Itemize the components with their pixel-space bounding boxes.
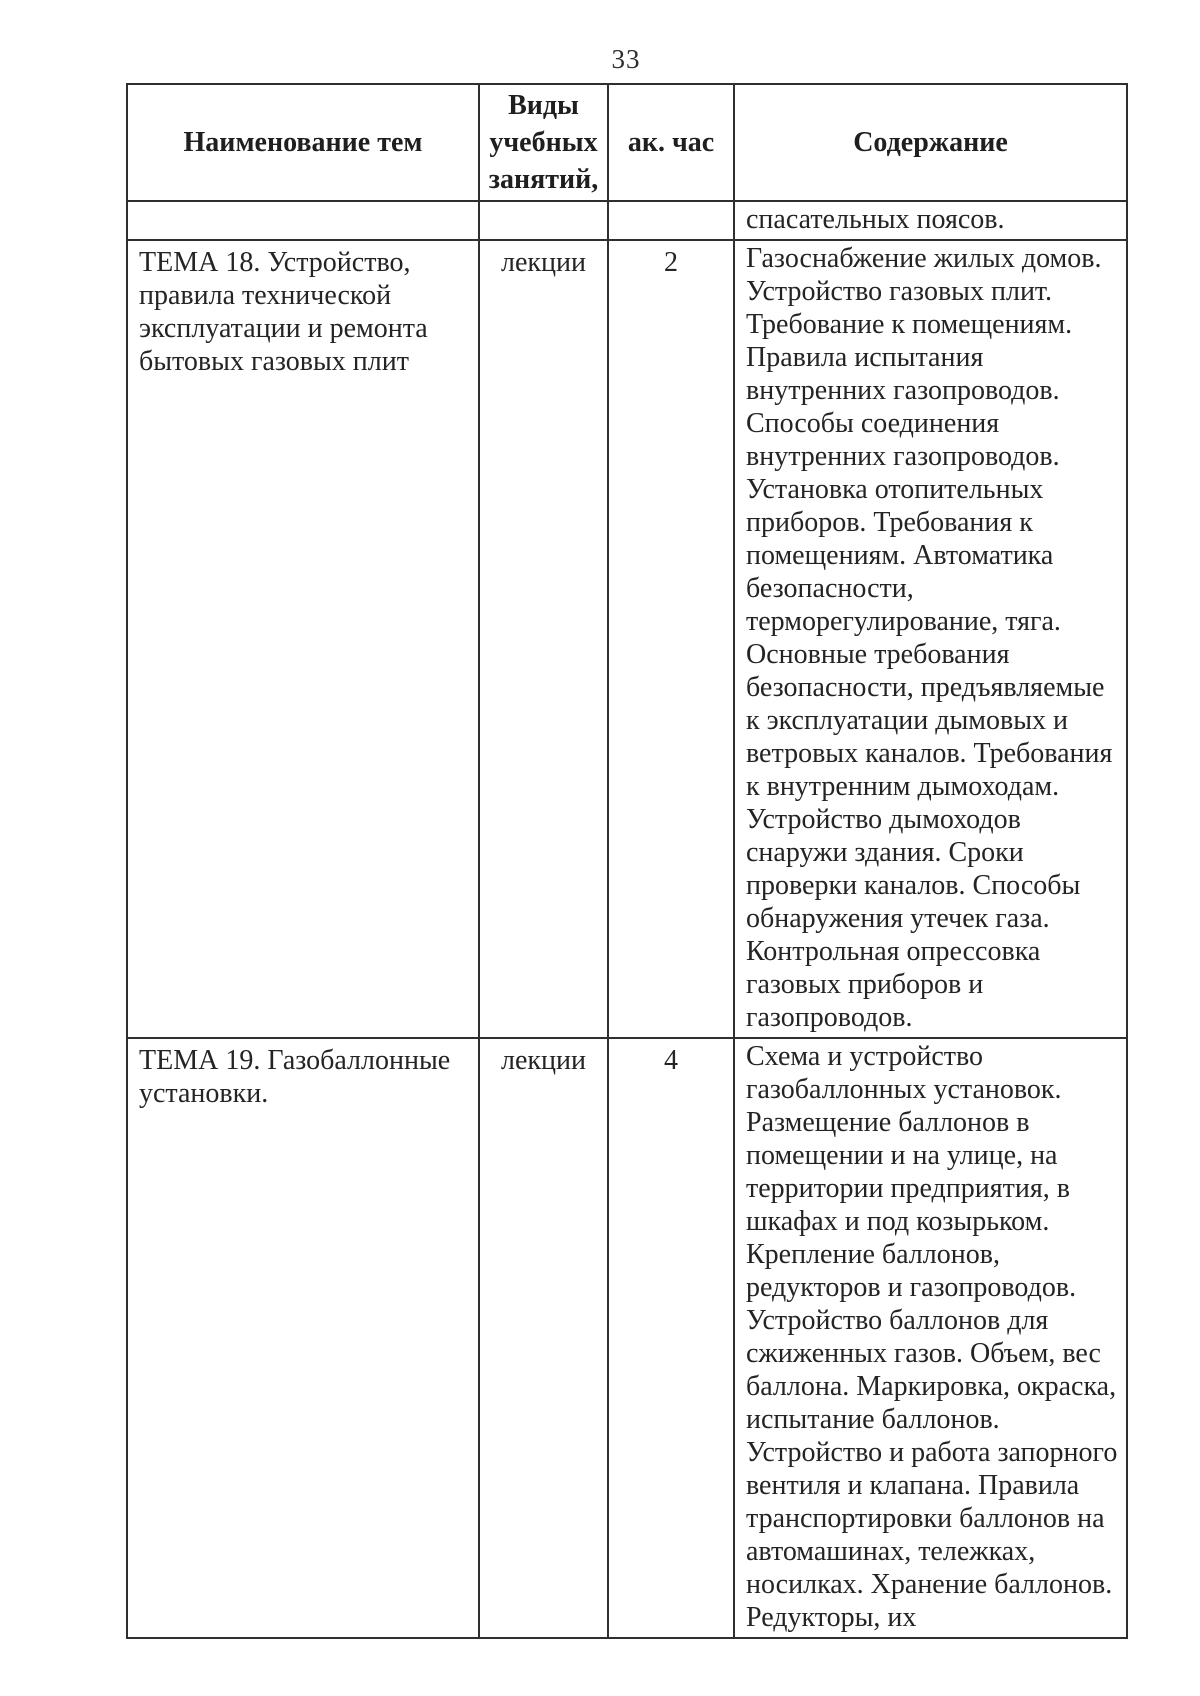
column-header-topic: Наименование тем — [127, 84, 479, 201]
hours-cell: 2 — [608, 240, 734, 1038]
table-row-tema-19 — [127, 1038, 1127, 1638]
table-row-continuation — [127, 201, 1127, 240]
content-cell: Газоснабжение жилых домов. Устройство газовых плит. Требование к помещениям. Правила испытания внутренних газопроводов. Способы соединения внутренних газопроводов. Установка отопительных приборов. Требования к помещениям. Автоматика безопасности, терморегулирование, тяга. Основные требования безопасности, предъявляемые к эксплуатации дымовых и ветровых каналов. Требования к внутренним дымоходам. Устройство дымоходов снаружи здания. Сроки проверки каналов. Способы обнаружения утечек газа. Контрольная опрессовка газовых приборов и газопроводов. — [734, 240, 1127, 1038]
lesson-type-cell: лекции — [479, 240, 608, 1038]
topic-cell: ТЕМА 19. Газобаллонные установки. — [127, 1038, 479, 1638]
table-header-row — [127, 84, 1127, 201]
column-header-lesson-type: Виды учебных занятий, — [479, 84, 608, 201]
topic-cell — [127, 201, 479, 240]
column-header-content: Содержание — [734, 84, 1127, 201]
hours-cell — [608, 201, 734, 240]
content-cell: Схема и устройство газобаллонных установок. Размещение баллонов в помещении и на улице, на территории предприятия, в шкафах и под козырьком. Крепление баллонов, редукторов и газопроводов. Устройство баллонов для сжиженных газов. Объем, вес баллона. Маркировка, окраска, испытание баллонов. Устройство и работа запорного вентиля и клапана. Правила транспортировки баллонов на автомашинах, тележках, носилках. Хранение баллонов. Редукторы, их — [734, 1038, 1127, 1638]
column-header-academic-hours: ак. час — [608, 84, 734, 201]
table-row-tema-18 — [127, 240, 1127, 1038]
lesson-type-cell — [479, 201, 608, 240]
lesson-type-cell: лекции — [479, 1038, 608, 1638]
topic-cell: ТЕМА 18. Устройство, правила технической эксплуатации и ремонта бытовых газовых плит — [127, 240, 479, 1038]
hours-cell: 4 — [608, 1038, 734, 1638]
content-cell: спасательных поясов. — [734, 201, 1127, 240]
page-number: 33 — [611, 44, 641, 74]
curriculum-table — [126, 83, 1128, 1639]
